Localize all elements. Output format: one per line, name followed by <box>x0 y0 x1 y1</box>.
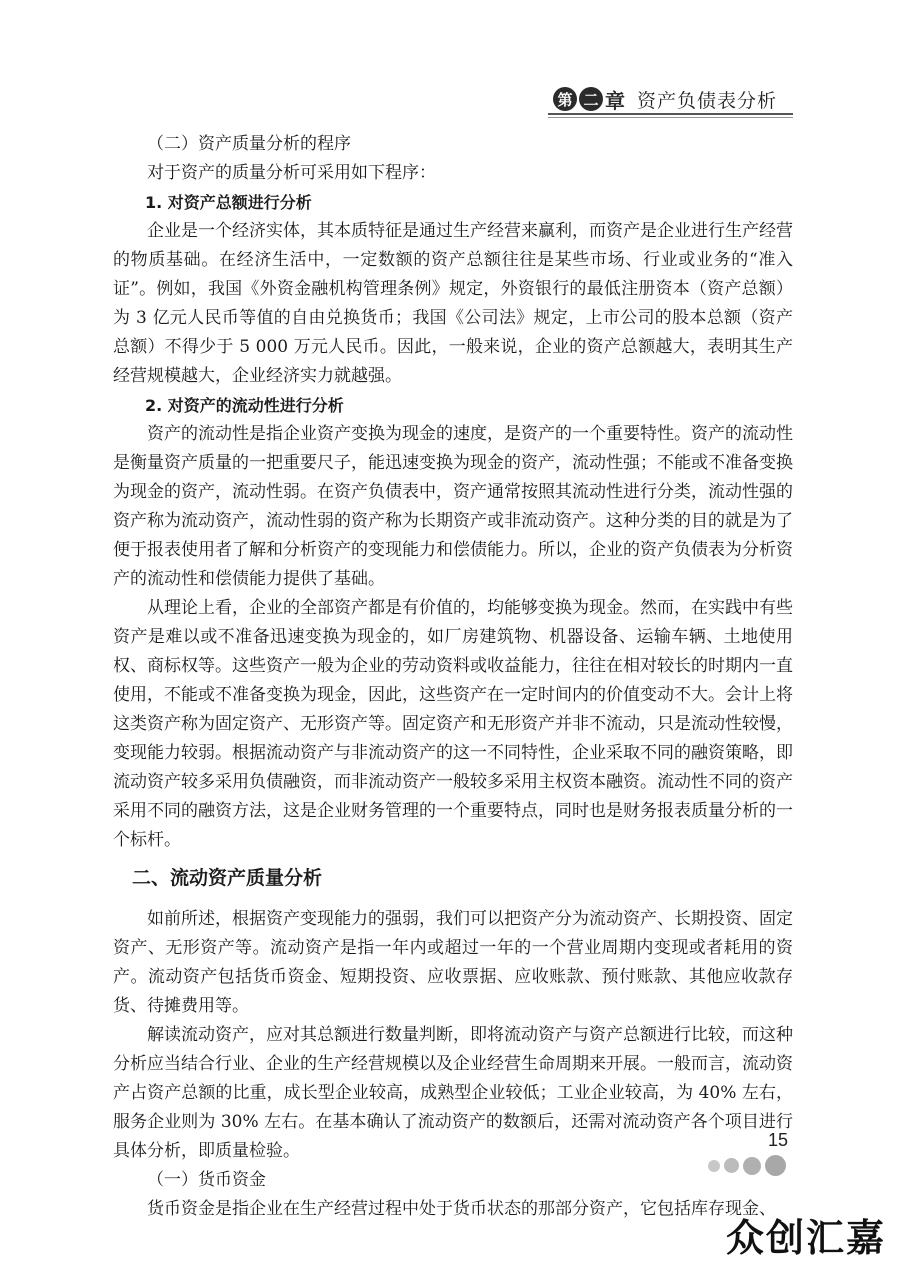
header-rule <box>548 113 793 115</box>
decor-dot <box>708 1160 720 1172</box>
page-body <box>113 128 793 1224</box>
decor-dot <box>765 1155 786 1176</box>
paragraph-current-assets-1: 如前所述，根据资产变现能力的强弱，我们可以把资产分为流动资产、长期投资、固定资产、无形资产等。流动资产是指一年内或超过一年的一个营业周期内变现或者耗用的资产。流动资产包括货币资金、短期投资、应收票据、应收账款、预付账款、其他应收款存货、待摊费用等。 <box>113 909 793 1016</box>
watermark-logo: 众创汇嘉 <box>726 1216 887 1260</box>
paragraph-total-assets: 企业是一个经济实体，其本质特征是通过生产经营来赢利，而资产是企业进行生产经营的物质基础。在经济生活中，一定数额的资产总额往往是某些市场、行业或业务的“准入证”。例如，我国《外资金融机构管理条例》规定，外资银行的最低注册资本（资产总额）为 3 亿元人民币等值的自由兑换货币；我国《公司法》规定，上市公司的股本总额（资产总额）不得少于 5 000 万元人民币。因此，一般来说，企业的资产总额越大，表明其生产经营规模越大，企业经济实力就越强。 <box>113 221 793 386</box>
item-heading-liquidity: 2. 对资产的流动性进行分析 <box>145 396 344 415</box>
decor-dot <box>743 1157 761 1175</box>
header-rule-thin <box>548 117 793 118</box>
page-decoration-dots <box>708 1155 790 1176</box>
chapter-header <box>553 84 793 114</box>
paragraph-liquidity-2: 从理论上看，企业的全部资产都是有价值的，均能够变换为现金。然而，在实践中有些资产是难以或不准备迅速变换为现金的，如厂房建筑物、机器设备、运输车辆、土地使用权、商标权等。这些资产一般为企业的劳动资料或收益能力，往往在相对较长的时期内一直使用，不能或不准备变换为现金，因此，这些资产在一定时间内的价值变动不大。会计上将这类资产称为固定资产、无形资产等。固定资产和无形资产并非不流动，只是流动性较慢，变现能力较弱。根据流动资产与非流动资产的这一不同特性，企业采取不同的融资策略，即流动资产较多采用负债融资，而非流动资产一般较多采用主权资本融资。流动性不同的资产采用不同的融资方法，这是企业财务管理的一个重要特点，同时也是财务报表质量分析的一个标杆。 <box>113 598 793 850</box>
chapter-prefix-badge: 第 <box>553 87 577 111</box>
paragraph-liquidity-1: 资产的流动性是指企业资产变换为现金的速度，是资产的一个重要特性。资产的流动性是衡量资产质量的一把重要尺子，能迅速变换为现金的资产，流动性强；不能或不准备变换为现金的资产，流动性弱。在资产负债表中，资产通常按照其流动性进行分类，流动性强的资产称为流动资产，流动性弱的资产称为长期资产或非流动资产。这种分类的目的就是为了便于报表使用者了解和分析资产的变现能力和偿债能力。所以，企业的资产负债表为分析资产的流动性和偿债能力提供了基础。 <box>113 424 793 589</box>
paragraph-cash: 货币资金是指企业在生产经营过程中处于货币状态的那部分资产，它包括库存现金、 <box>147 1199 776 1219</box>
page-number: 15 <box>768 1130 789 1150</box>
paragraph-current-assets-2: 解读流动资产，应对其总额进行数量判断，即将流动资产与资产总额进行比较，而这种分析应当结合行业、企业的生产经营规模以及企业经营生命周期来开展。一般而言，流动资产占资产总额的比重，成长型企业较高，成熟型企业较低；工业企业较高，为 40% 左右，服务企业则为 30% 左右。在基本确认了流动资产的数额后，还需对流动资产各个项目进行具体分析，即质量检验。 <box>113 1025 793 1161</box>
chapter-suffix: 章 <box>605 88 625 113</box>
chapter-number-badge: 二 <box>579 87 603 111</box>
section-heading-procedure: （二）资产质量分析的程序 <box>147 134 351 154</box>
decor-dot <box>724 1158 739 1173</box>
section-heading-current-assets: 二、流动资产质量分析 <box>132 867 323 889</box>
subsection-heading-cash: （一）货币资金 <box>147 1170 266 1190</box>
paragraph-intro: 对于资产的质量分析可采用如下程序： <box>147 163 436 183</box>
item-heading-total-assets: 1. 对资产总额进行分析 <box>145 193 312 212</box>
chapter-title: 资产负债表分析 <box>637 89 778 112</box>
